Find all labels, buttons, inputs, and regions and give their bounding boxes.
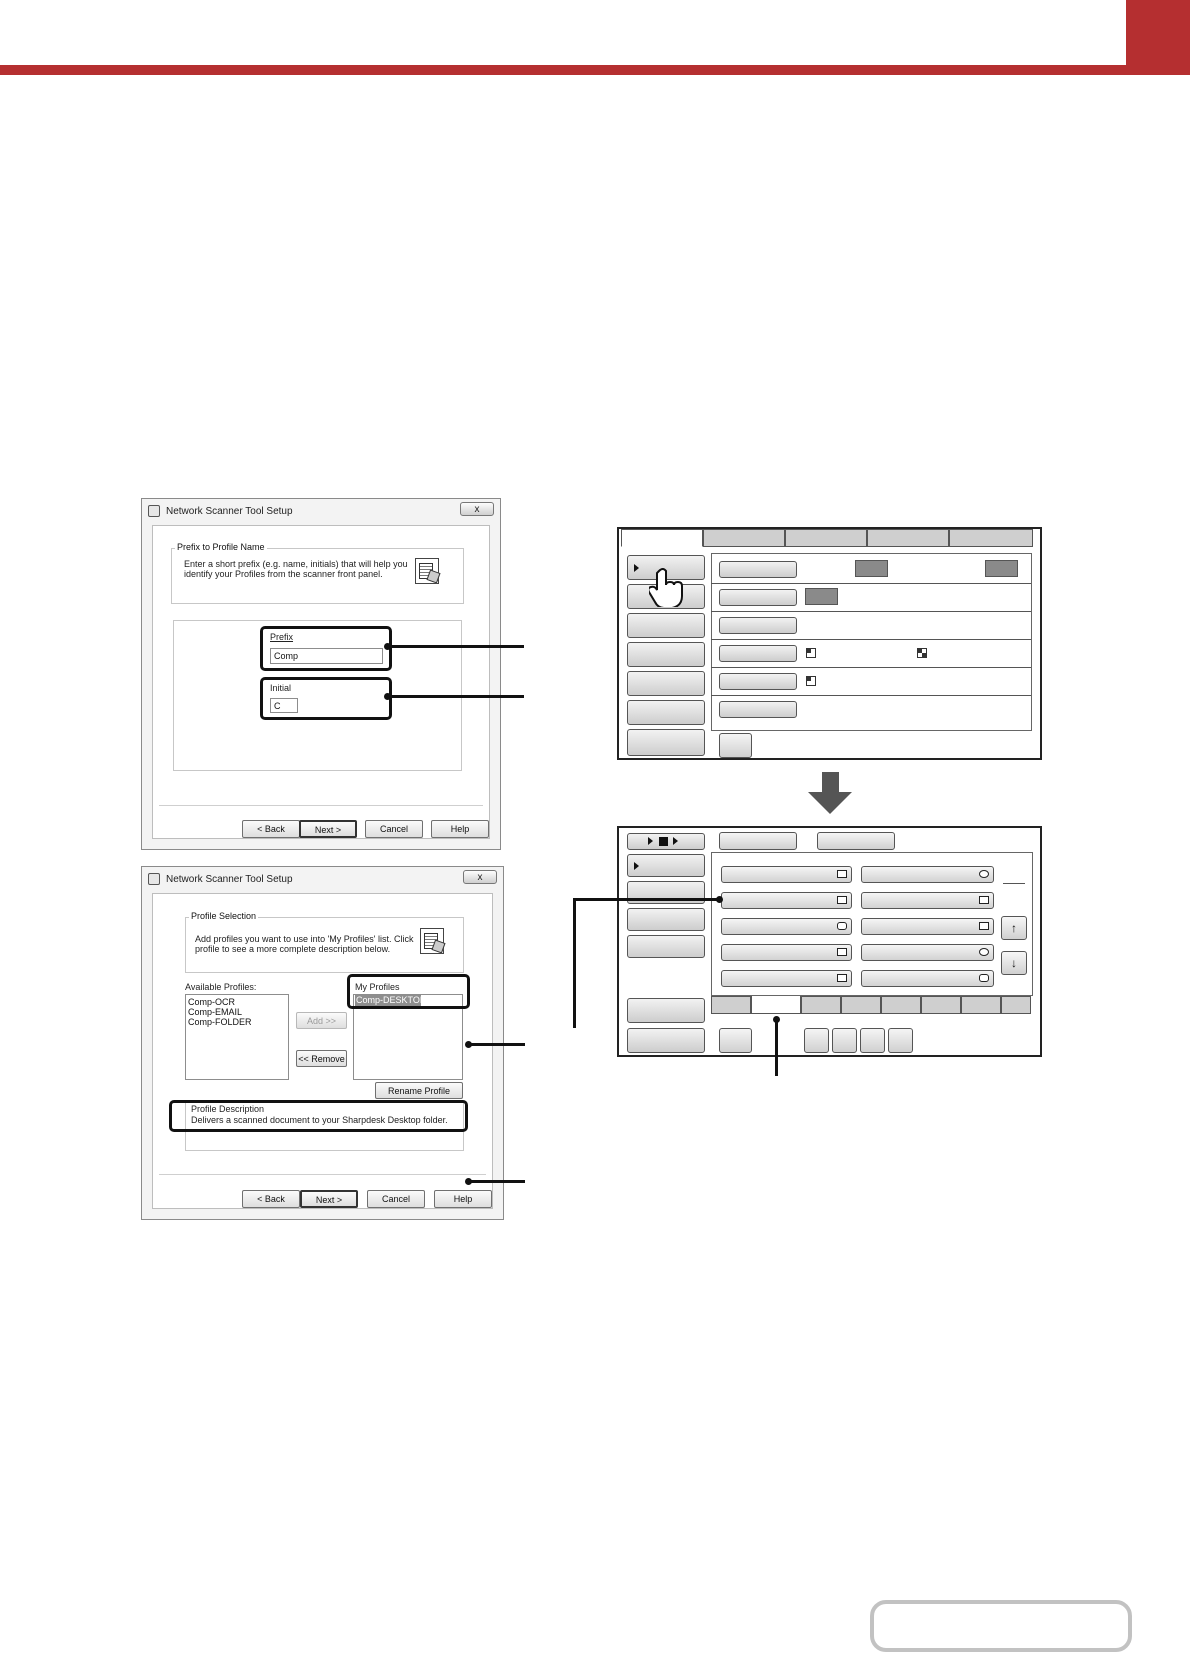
panel-tab[interactable]	[785, 529, 867, 547]
row-divider	[711, 611, 1031, 612]
small-button[interactable]	[832, 1028, 857, 1053]
my-profiles-leader-line	[469, 1043, 525, 1046]
setting-button[interactable]	[719, 589, 797, 606]
small-button[interactable]	[888, 1028, 913, 1053]
row-divider	[711, 639, 1031, 640]
prefix-callout	[260, 626, 392, 671]
wizard-document-icon	[415, 558, 439, 584]
address-leader-vertical	[573, 898, 576, 1028]
wizard-document-icon	[420, 928, 444, 954]
triangle-right-icon	[634, 564, 639, 572]
globe-icon	[979, 948, 989, 956]
setup-dialog-profiles	[141, 866, 504, 1220]
setting-value-block	[805, 588, 838, 605]
side-button[interactable]	[627, 613, 705, 638]
index-tab[interactable]	[921, 996, 961, 1014]
cancel-button[interactable]: Cancel	[365, 820, 423, 838]
cancel-button[interactable]: Cancel	[367, 1190, 425, 1208]
address-entry[interactable]	[721, 892, 852, 909]
address-entry[interactable]	[861, 866, 994, 883]
available-profiles-list[interactable]	[185, 994, 289, 1080]
side-button[interactable]	[627, 935, 705, 958]
pointing-hand-icon	[649, 567, 685, 607]
address-leader-dot	[716, 896, 723, 903]
address-leader-horizontal	[573, 898, 721, 901]
setting-value-block	[855, 560, 888, 577]
add-button[interactable]: Add >>	[296, 1012, 347, 1029]
index-tab[interactable]	[1001, 996, 1031, 1014]
index-tab[interactable]	[961, 996, 1001, 1014]
preview-icon-button[interactable]	[719, 733, 752, 758]
side-button[interactable]	[627, 998, 705, 1023]
panel-tab[interactable]	[621, 529, 703, 547]
row-divider	[711, 695, 1031, 696]
group-label: Prefix to Profile Name	[177, 542, 265, 552]
setting-value-block	[985, 560, 1018, 577]
globe-icon	[979, 870, 989, 878]
help-button[interactable]: Help	[431, 820, 489, 838]
remove-button[interactable]: << Remove	[296, 1050, 347, 1067]
dialog-title: Network Scanner Tool Setup	[166, 506, 293, 517]
row-divider	[711, 583, 1031, 584]
side-button[interactable]	[627, 642, 705, 667]
index-tab-leader-line	[775, 1020, 778, 1076]
color-mode-icon	[806, 676, 816, 686]
dialog-titlebar	[142, 867, 503, 891]
address-entry[interactable]	[721, 866, 852, 883]
email-icon	[837, 870, 847, 878]
next-button[interactable]: Next >	[300, 1190, 358, 1208]
dialog-titlebar	[142, 499, 500, 523]
dialog-body	[152, 525, 490, 839]
available-profiles-label: Available Profiles:	[185, 982, 257, 992]
header-tab	[1126, 0, 1190, 70]
address-mode-button[interactable]	[817, 832, 895, 850]
dialog-body	[152, 893, 493, 1209]
color-mode-icon	[806, 648, 816, 658]
button-separator	[159, 805, 483, 806]
button-separator	[159, 1174, 486, 1175]
my-profiles-label: My Profiles	[355, 982, 400, 992]
initial-leader-line	[388, 695, 524, 698]
index-tab[interactable]	[801, 996, 841, 1014]
setting-button[interactable]	[719, 673, 797, 690]
setup-dialog-prefix	[141, 498, 501, 850]
address-entry[interactable]	[861, 918, 994, 935]
prefix-input[interactable]: Comp	[270, 648, 383, 664]
header-rule	[0, 65, 1190, 75]
phone-icon	[837, 922, 847, 930]
email-icon	[979, 896, 989, 904]
triangle-right-icon	[634, 862, 639, 870]
my-profiles-callout	[347, 974, 470, 1009]
index-tab[interactable]	[881, 996, 921, 1014]
triangle-right-icon	[648, 837, 653, 845]
description-leader-line	[469, 1180, 525, 1183]
setting-button[interactable]	[719, 561, 797, 578]
mono-mode-icon	[917, 648, 927, 658]
index-tab[interactable]	[841, 996, 881, 1014]
description-callout	[169, 1100, 468, 1132]
scroll-down-button[interactable]: ↓	[1001, 951, 1027, 975]
address-entry[interactable]	[721, 970, 852, 987]
row-divider	[711, 667, 1031, 668]
small-button[interactable]	[804, 1028, 829, 1053]
address-entry[interactable]	[721, 944, 852, 961]
prefix-leader-line	[388, 645, 524, 648]
initial-input[interactable]: C	[270, 698, 298, 713]
scroll-up-button[interactable]: ↑	[1001, 916, 1027, 940]
list-item[interactable]: Comp-FOLDER	[188, 1017, 252, 1027]
initial-label: Initial	[270, 683, 292, 693]
panel-tab[interactable]	[867, 529, 949, 547]
side-button[interactable]	[627, 729, 705, 756]
page-nav-button[interactable]	[870, 1600, 1132, 1652]
down-arrow-head	[808, 792, 852, 814]
address-entry[interactable]	[861, 944, 994, 961]
side-button[interactable]	[627, 671, 705, 696]
rename-profile-button[interactable]: Rename Profile	[375, 1082, 463, 1099]
scroll-divider	[1003, 883, 1025, 884]
down-arrow-icon	[822, 772, 839, 792]
index-tab-selected[interactable]	[751, 996, 801, 1014]
address-entry[interactable]	[861, 892, 994, 909]
small-button[interactable]	[860, 1028, 885, 1053]
setting-button[interactable]	[719, 701, 797, 718]
side-button[interactable]	[627, 908, 705, 931]
address-mode-button[interactable]	[719, 832, 797, 850]
help-button[interactable]: Help	[434, 1190, 492, 1208]
address-entry[interactable]	[721, 918, 852, 935]
my-profiles-selected-item[interactable]: Comp-DESKTOP	[356, 995, 426, 1005]
side-button[interactable]	[627, 700, 705, 725]
email-icon	[837, 948, 847, 956]
stop-square-icon	[659, 837, 668, 846]
email-icon	[837, 974, 847, 982]
folder-icon	[837, 896, 847, 904]
instruction-line-1: Add profiles you want to use into 'My Profiles' list. Click	[195, 934, 414, 944]
profile-description-label: Profile Description	[191, 1104, 265, 1114]
email-icon	[979, 922, 989, 930]
index-tab[interactable]	[711, 996, 751, 1014]
close-button[interactable]: x	[463, 870, 497, 884]
phone-icon	[979, 974, 989, 982]
address-entry[interactable]	[861, 970, 994, 987]
profile-description-text: Delivers a scanned document to your Sharpdesk Desktop folder.	[191, 1115, 448, 1125]
initial-callout	[260, 677, 392, 720]
group-label: Profile Selection	[191, 911, 257, 921]
setup-app-icon	[148, 505, 160, 517]
setting-button[interactable]	[719, 617, 797, 634]
close-button[interactable]: x	[460, 502, 494, 516]
panel-tab[interactable]	[703, 529, 785, 547]
address-book-panel	[617, 826, 1042, 1057]
instruction-line-2: profile to see a more complete description below.	[195, 944, 391, 954]
triangle-right-icon	[673, 837, 678, 845]
preview-icon-button[interactable]	[719, 1028, 752, 1053]
next-button[interactable]: Next >	[299, 820, 357, 838]
instruction-line-2: identify your Profiles from the scanner front panel.	[184, 569, 383, 579]
operation-panel-top	[617, 527, 1042, 760]
setting-button[interactable]	[719, 645, 797, 662]
back-button[interactable]: < Back	[242, 820, 300, 838]
instruction-line-1: Enter a short prefix (e.g. name, initials) that will help you	[184, 559, 408, 569]
side-button[interactable]	[627, 1028, 705, 1053]
setup-app-icon	[148, 873, 160, 885]
panel-tab[interactable]	[949, 529, 1033, 547]
list-item[interactable]: Comp-EMAIL	[188, 1007, 243, 1017]
list-item[interactable]: Comp-OCR	[188, 997, 236, 1007]
dialog-title: Network Scanner Tool Setup	[166, 874, 293, 885]
prefix-label: Prefix	[270, 632, 294, 642]
back-button[interactable]: < Back	[242, 1190, 300, 1208]
